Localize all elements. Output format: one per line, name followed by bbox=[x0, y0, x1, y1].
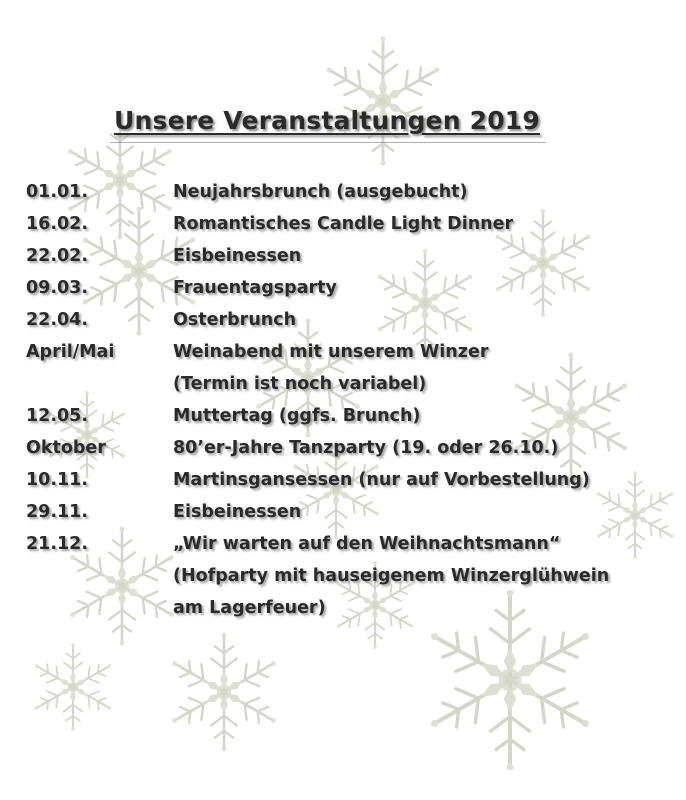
event-description: Weinabend mit unserem Winzer (Termin ist noch variabel) bbox=[173, 342, 489, 394]
snowflake-icon bbox=[318, 36, 448, 166]
event-row bbox=[26, 535, 666, 631]
event-description: Eisbeinessen bbox=[173, 502, 302, 522]
event-description: Martinsgansessen (nur auf Vorbestellung) bbox=[173, 470, 590, 490]
event-description: Muttertag (ggfs. Brunch) bbox=[173, 406, 421, 426]
event-date: April/Mai bbox=[26, 342, 115, 362]
event-date: 09.03. bbox=[26, 278, 89, 298]
event-date: 22.04. bbox=[26, 310, 89, 330]
event-date: Oktober bbox=[26, 438, 106, 458]
event-description: Frauentagsparty bbox=[173, 278, 337, 298]
event-description: „Wir warten auf den Weihnachtsmann“ (Hofparty mit hauseigenem Winzerglühwein am Lagerfeuer) bbox=[173, 534, 610, 618]
event-date: 12.05. bbox=[26, 406, 89, 426]
event-description: Romantisches Candle Light Dinner bbox=[173, 214, 514, 234]
event-date: 29.11. bbox=[26, 502, 89, 522]
event-date: 01.01. bbox=[26, 182, 89, 202]
event-description: Neujahrsbrunch (ausgebucht) bbox=[173, 182, 468, 202]
snowflake-icon bbox=[28, 642, 118, 732]
title-underline bbox=[110, 142, 546, 143]
event-date: 22.02. bbox=[26, 246, 89, 266]
event-date: 16.02. bbox=[26, 214, 89, 234]
event-row bbox=[26, 343, 666, 407]
event-description: 80’er-Jahre Tanzparty (19. oder 26.10.) bbox=[173, 438, 559, 458]
event-date: 21.12. bbox=[26, 534, 89, 554]
page-title: Unsere Veranstaltungen 2019 bbox=[113, 106, 540, 135]
event-list bbox=[26, 183, 666, 631]
event-description: Eisbeinessen bbox=[173, 246, 302, 266]
event-date: 10.11. bbox=[26, 470, 89, 490]
snowflake-icon bbox=[164, 632, 284, 752]
event-description: Osterbrunch bbox=[173, 310, 297, 330]
